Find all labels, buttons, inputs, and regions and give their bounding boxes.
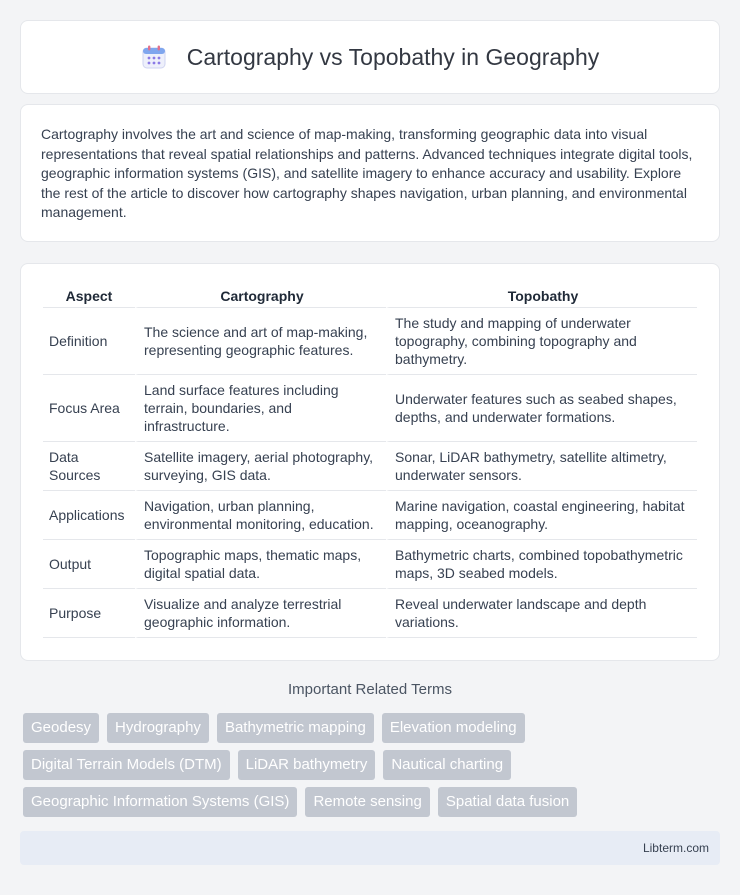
row-topobathy-cell: Underwater features such as seabed shapes, depths, and underwater formations. [386,375,697,442]
table-header-row [43,284,697,308]
header-topobathy: Topobathy [386,284,697,308]
tag-remote-sensing[interactable]: Remote sensing [305,787,429,817]
row-topobathy-cell: Bathymetric charts, combined topobathymetric maps, 3D seabed models. [386,540,697,589]
tag-gis[interactable]: Geographic Information Systems (GIS) [23,787,297,817]
tag-nautical-charting[interactable]: Nautical charting [383,750,511,780]
tag-spatial-data-fusion[interactable]: Spatial data fusion [438,787,577,817]
header-cartography: Cartography [135,284,386,308]
comparison-table-card [20,263,720,661]
row-cartography-cell: The science and art of map-making, representing geographic features. [135,308,386,375]
intro-card [20,104,720,242]
footer [20,831,720,865]
related-terms-title: Important Related Terms [288,681,452,698]
row-cartography-cell: Satellite imagery, aerial photography, surveying, GIS data. [135,442,386,491]
header-aspect: Aspect [43,284,135,308]
intro-paragraph: Cartography involves the art and science of map-making, transforming geographic data into visual representations that reveal spatial relationships and patterns. Advanced techniques integrate digital tools, geographic information systems (GIS), and satellite imagery to enhance accuracy and usability. Explore the rest of the article to discover how cartography shapes navigation, urban planning, and environmental management. [41,126,693,220]
calendar-icon [141,44,167,70]
table-row [43,308,697,375]
footer-site-link[interactable]: Libterm.com [642,841,709,855]
row-aspect-cell: Definition [43,308,135,375]
tag-lidar-bathymetry[interactable]: LiDAR bathymetry [238,750,376,780]
table-row [43,491,697,540]
table-row [43,589,697,638]
row-aspect-cell: Applications [43,491,135,540]
tag-geodesy[interactable]: Geodesy [23,713,99,743]
tag-bathymetric-mapping[interactable]: Bathymetric mapping [217,713,374,743]
row-cartography-cell: Navigation, urban planning, environmental monitoring, education. [135,491,386,540]
title-card [20,20,720,94]
row-topobathy-cell: Marine navigation, coastal engineering, habitat mapping, oceanography. [386,491,697,540]
related-terms-tags [23,713,723,817]
row-cartography-cell: Visualize and analyze terrestrial geographic information. [135,589,386,638]
row-aspect-cell: Data Sources [43,442,135,491]
table-row [43,375,697,442]
tag-hydrography[interactable]: Hydrography [107,713,209,743]
row-topobathy-cell: Reveal underwater landscape and depth variations. [386,589,697,638]
row-topobathy-cell: Sonar, LiDAR bathymetry, satellite altimetry, underwater sensors. [386,442,697,491]
row-cartography-cell: Land surface features including terrain, boundaries, and infrastructure. [135,375,386,442]
row-aspect-cell: Purpose [43,589,135,638]
tag-elevation-modeling[interactable]: Elevation modeling [382,713,525,743]
row-aspect-cell: Output [43,540,135,589]
page-title: Cartography vs Topobathy in Geography [186,43,600,70]
table-row [43,442,697,491]
row-topobathy-cell: The study and mapping of underwater topography, combining topography and bathymetry. [386,308,697,375]
row-aspect-cell: Focus Area [43,375,135,442]
row-cartography-cell: Topographic maps, thematic maps, digital spatial data. [135,540,386,589]
table-row [43,540,697,589]
comparison-table [43,284,697,638]
tag-digital-terrain-models[interactable]: Digital Terrain Models (DTM) [23,750,230,780]
